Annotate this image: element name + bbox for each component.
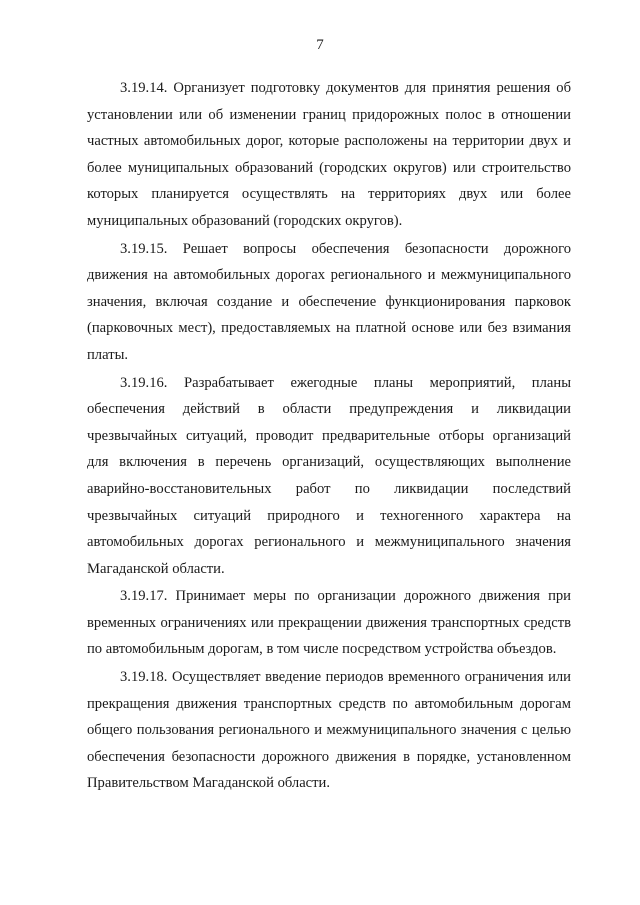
- paragraph-3-19-17: 3.19.17. Принимает меры по организации дорожного движения при временных ограничениях или прекращении движения транспортных средств по автомобильным дорогам, в том числе посредством устройства объездов.: [87, 588, 571, 658]
- paragraph-3-19-16: 3.19.16. Разрабатывает ежегодные планы мероприятий, планы обеспечения действий в области предупреждения и ликвидации чрезвычайных ситуаций, проводит предварительные отборы организаций для включения в перечень организаций, осуществляющих выполнение аварийно-восстановительных работ по ликвидации последствий чрезвычайных ситуаций природного и техногенного характера на автомобильных дорогах регионального и межмуниципального значения Магаданской области.: [87, 374, 571, 577]
- paragraph-3-19-14: 3.19.14. Организует подготовку документов для принятия решения об установлении или об изменении границ придорожных полос в отношении частных автомобильных дорог, которые расположены на территории двух и более муниципальных образований (городских округов) или строительство которых планируется осуществлять на территориях двух или более муниципальных образований (городских округов).: [87, 80, 571, 229]
- paragraph-3-19-18: 3.19.18. Осуществляет введение периодов временного ограничения или прекращения движения транспортных средств по автомобильным дорогам общего пользования регионального и межмуниципального значения с целью обеспечения безопасности дорожного движения в порядке, установленном Правительством Магаданской области.: [87, 669, 571, 792]
- document-body: [87, 75, 571, 798]
- page-number: 7: [316, 37, 324, 53]
- paragraph-3-19-15: 3.19.15. Решает вопросы обеспечения безопасности дорожного движения на автомобильных дорогах регионального и межмуниципального значения, включая создание и обеспечение функционирования парковок (парковочных мест), предоставляемых на платной основе или без взимания платы.: [87, 240, 571, 363]
